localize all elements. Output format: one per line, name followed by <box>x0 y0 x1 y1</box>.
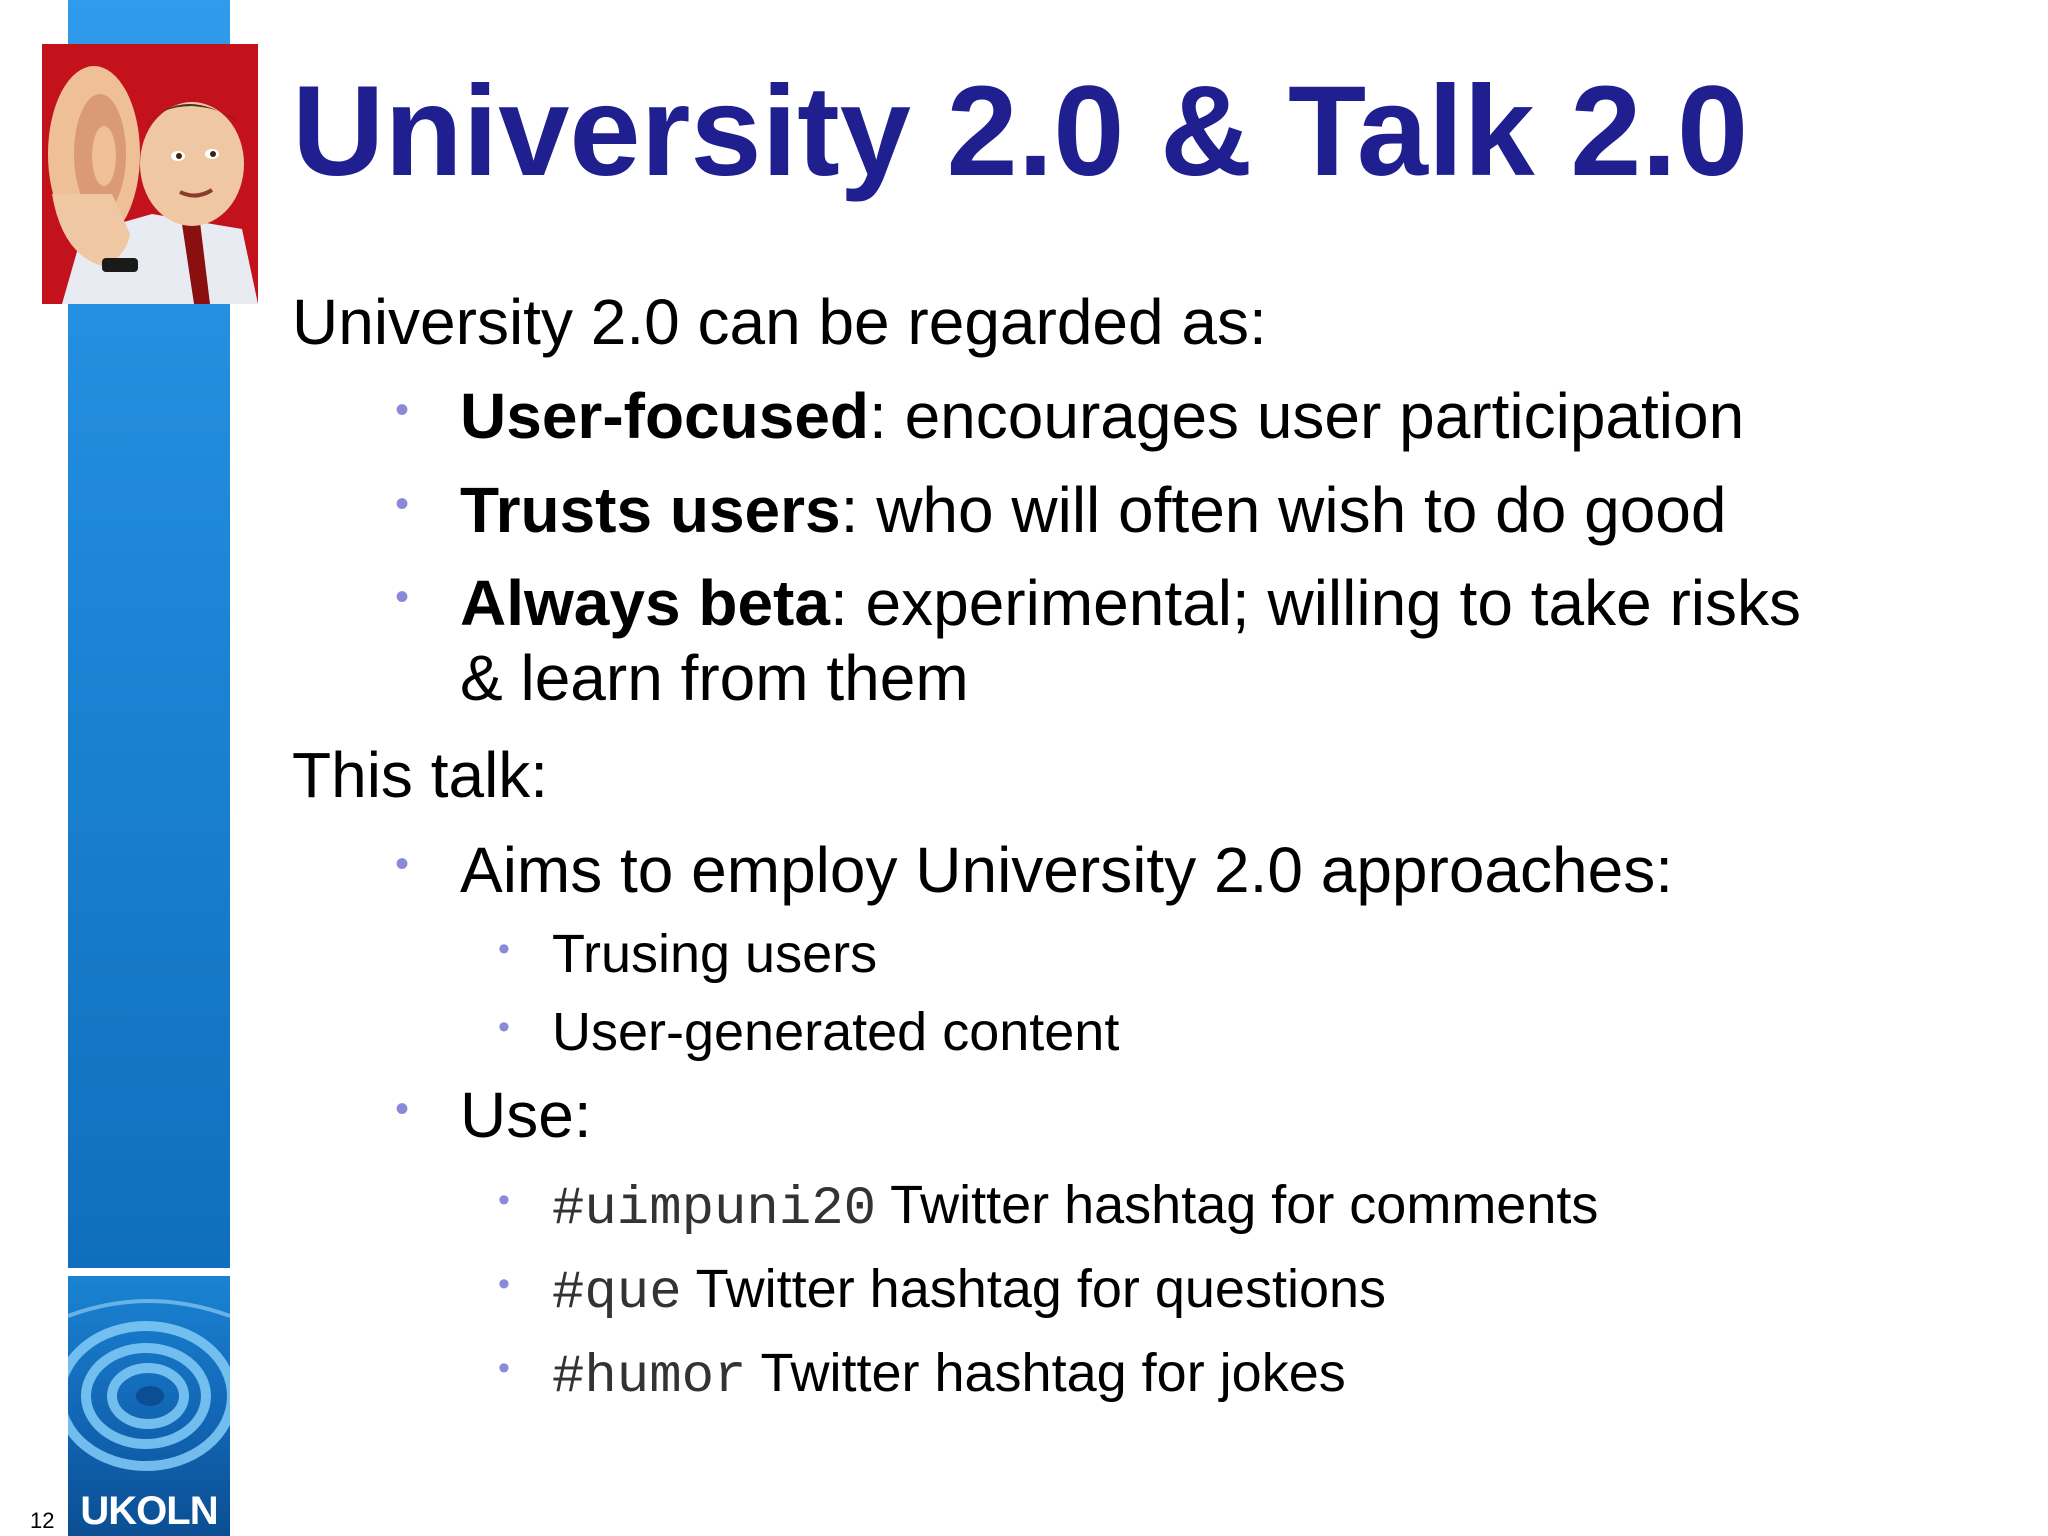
point-term: Trusts users <box>460 474 841 546</box>
hashtag-description: Twitter hashtag for jokes <box>746 1343 1346 1403</box>
point-text: : encourages user participation <box>869 380 1745 452</box>
hashtag-item <box>552 1341 1346 1410</box>
list-item <box>460 378 1744 454</box>
point-term: Always beta <box>460 567 830 639</box>
point-text: : who will often wish to do good <box>840 474 1727 546</box>
list-item-continuation: & learn from them <box>460 642 969 714</box>
logo-text: UKOLN <box>80 1489 218 1533</box>
slide-number: 12 <box>30 1508 55 1533</box>
point-text: : experimental; willing to take risks <box>829 567 1801 639</box>
bullet-icon: • <box>498 1181 510 1219</box>
list-item <box>460 472 1726 548</box>
hashtag-description: Twitter hashtag for questions <box>681 1259 1387 1319</box>
hashtag-item <box>552 1173 1598 1242</box>
hashtag-description: Twitter hashtag for comments <box>876 1175 1599 1235</box>
bullet-icon: • <box>395 388 410 432</box>
hashtag: #uimpuni20 <box>552 1179 877 1240</box>
sub-list-item: User-generated content <box>552 1002 1120 1062</box>
bullet-icon: • <box>498 1008 510 1046</box>
sub-list-item: Trusing users <box>552 924 878 984</box>
list-item <box>460 565 1801 641</box>
bullet-icon: • <box>395 575 410 619</box>
hashtag: #humor <box>552 1347 747 1408</box>
hashtag: #que <box>552 1263 682 1324</box>
bullet-icon: • <box>395 842 410 886</box>
slide-title: University 2.0 & Talk 2.0 <box>292 60 1749 203</box>
point-term: User-focused <box>460 380 869 452</box>
bullet-icon: • <box>395 482 410 526</box>
intro-heading: University 2.0 can be regarded as: <box>292 286 1267 358</box>
talk-heading: This talk: <box>292 739 549 811</box>
bullet-icon: • <box>498 930 510 968</box>
bullet-icon: • <box>498 1265 510 1303</box>
aims-item: Aims to employ University 2.0 approaches: <box>460 834 1673 906</box>
bullet-icon: • <box>498 1349 510 1387</box>
use-item: Use: <box>460 1079 592 1151</box>
hashtag-item <box>552 1257 1386 1326</box>
bullet-icon: • <box>395 1087 410 1131</box>
